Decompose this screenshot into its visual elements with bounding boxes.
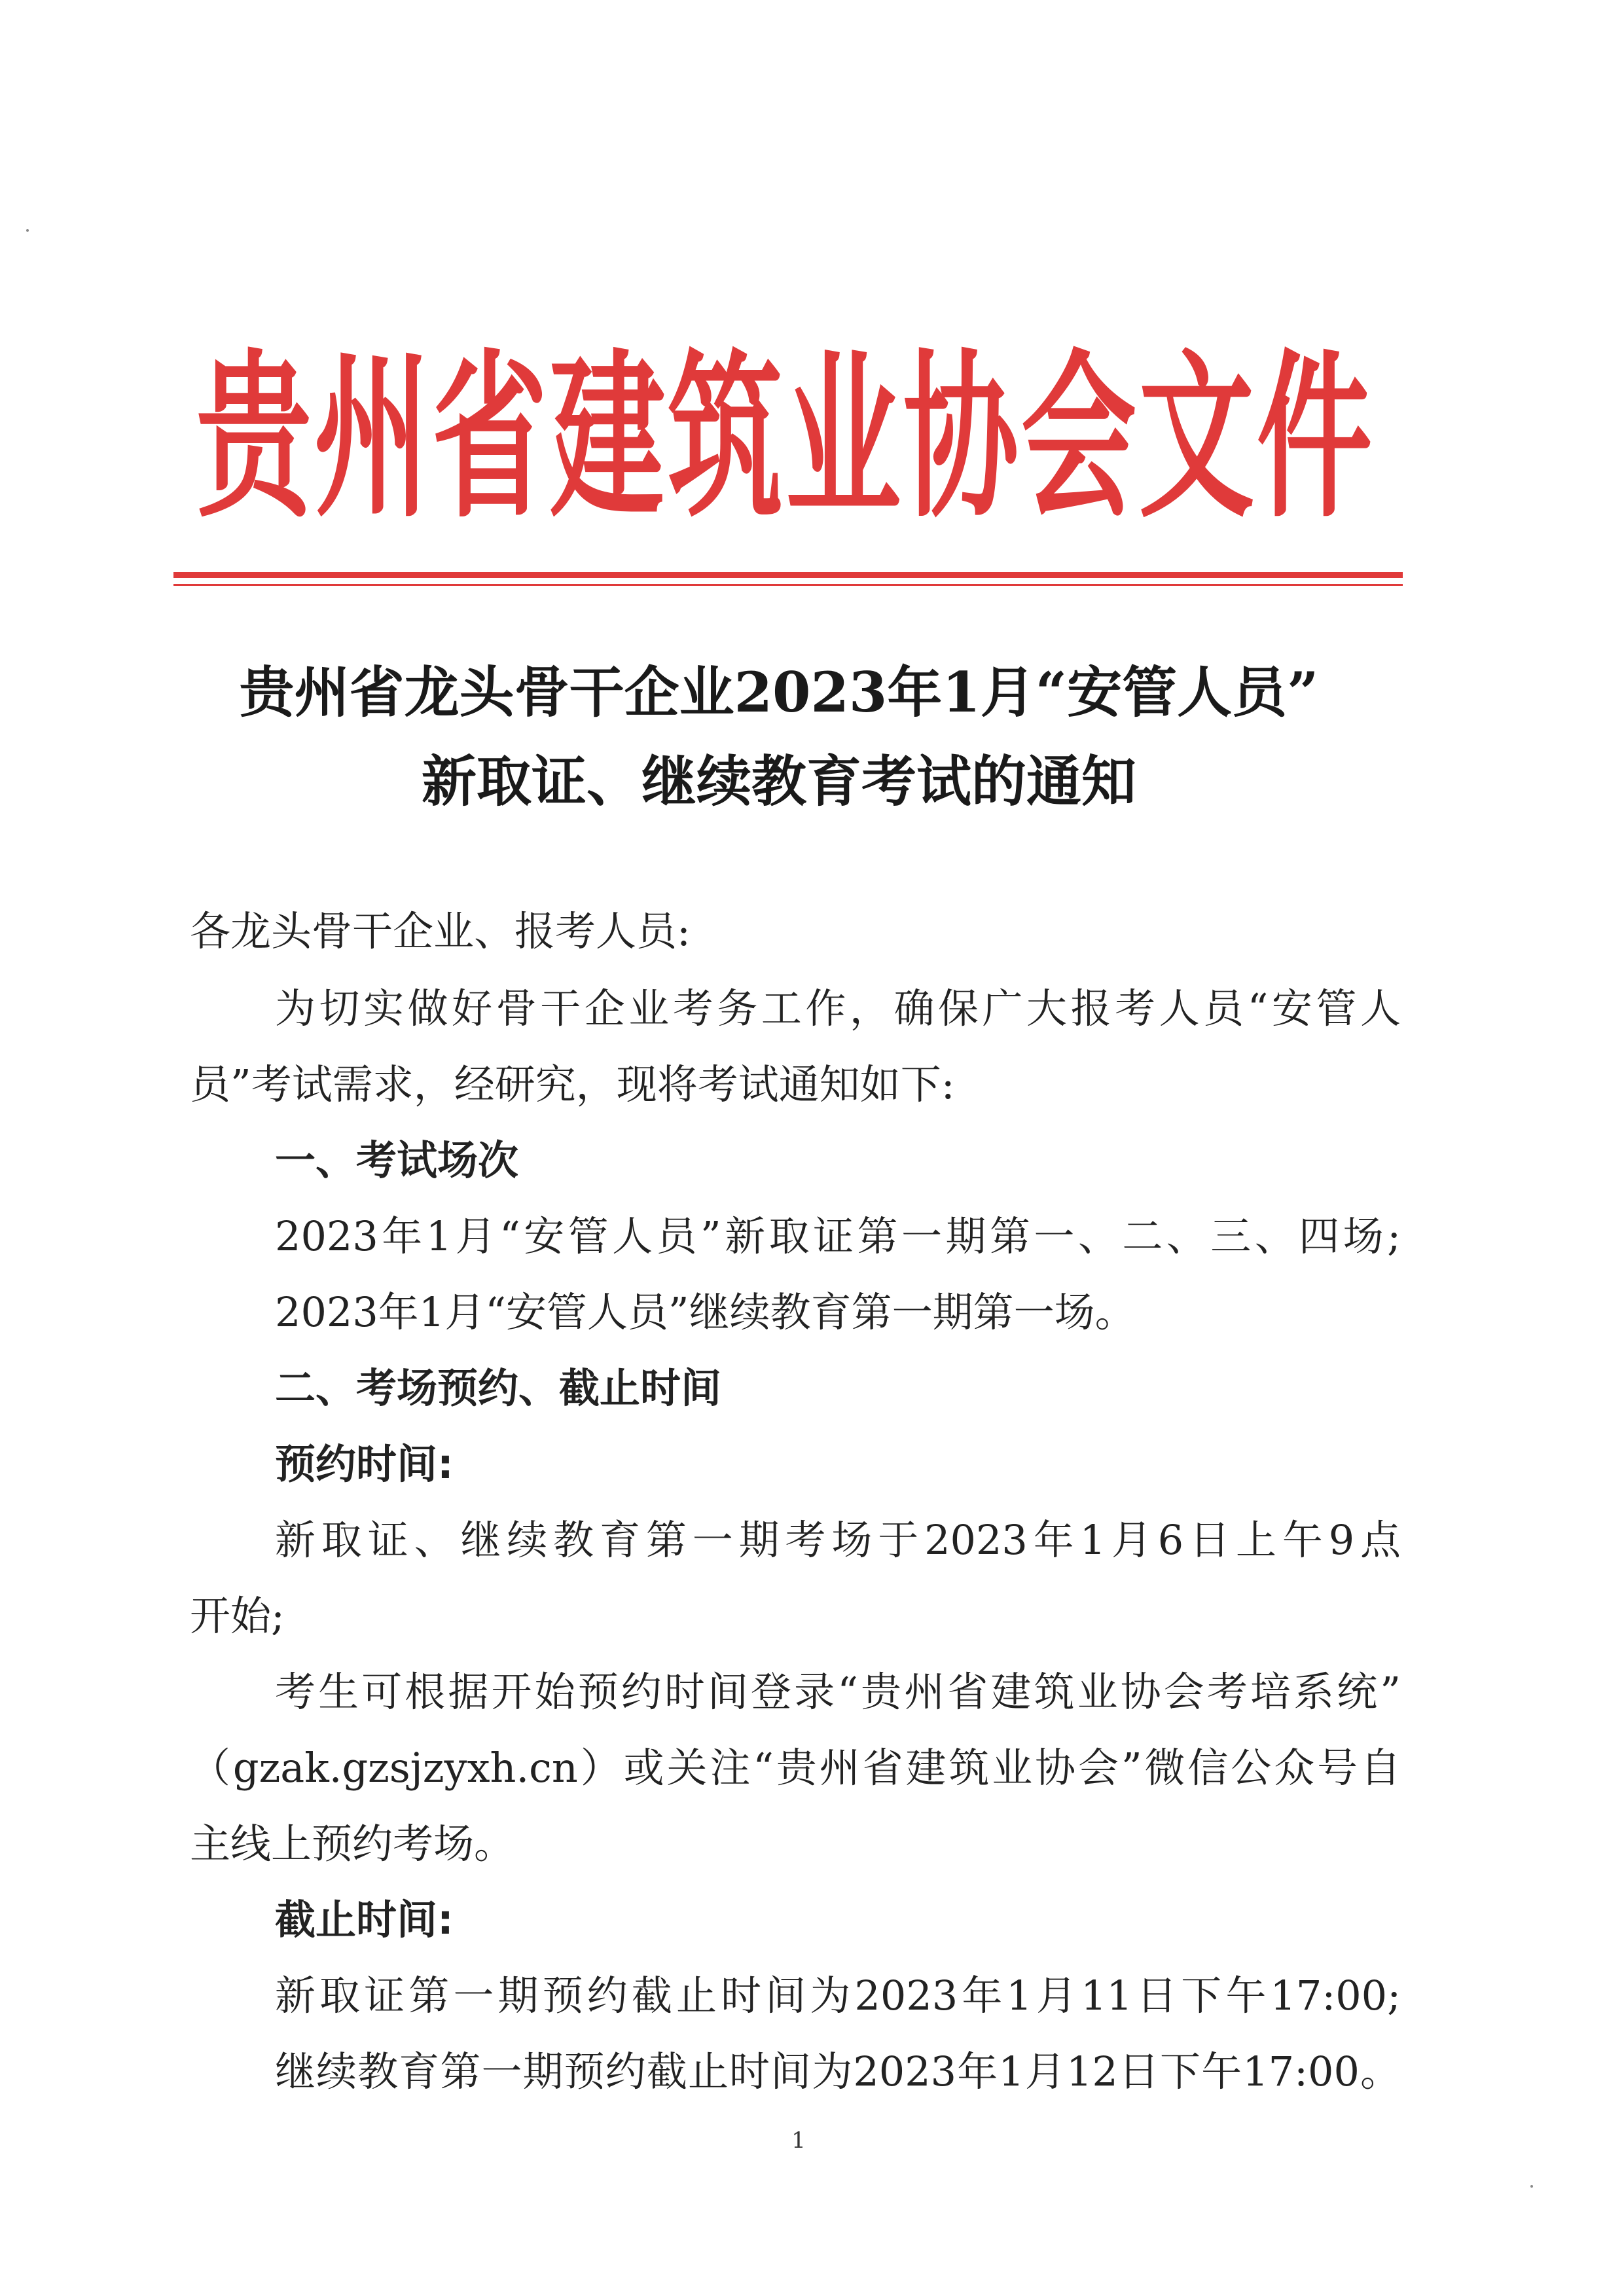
document-title-line-2: 新取证、继续教育考试的通知 bbox=[421, 749, 1136, 814]
section-1-heading: 一、考试场次 bbox=[275, 1136, 519, 1184]
scan-speck bbox=[1530, 2185, 1533, 2188]
salutation: 各龙头骨干企业、报考人员: bbox=[190, 907, 691, 955]
red-rule-thin bbox=[173, 584, 1403, 586]
section-2-heading: 二、考场预约、截止时间 bbox=[275, 1364, 722, 1412]
page-number: 1 bbox=[791, 2127, 806, 2154]
masthead-title: 贵州省建筑业协会文件 bbox=[196, 334, 1375, 543]
intro-line-1: 为切实做好骨干企业考务工作，确保广大报考人员“安管人 bbox=[275, 985, 1401, 1032]
document-title-line-1: 贵州省龙头骨干企业2023年1月“安管人员” bbox=[239, 660, 1319, 725]
login-line-2: （gzak.gzsjzyxh.cn）或关注“贵州省建筑业协会”微信公众号自 bbox=[190, 1744, 1401, 1792]
login-line-3: 主线上预约考场。 bbox=[190, 1820, 515, 1868]
login-line-1: 考生可根据开始预约时间登录“贵州省建筑业协会考培系统” bbox=[275, 1668, 1401, 1716]
intro-line-2: 员”考试需求，经研究，现将考试通知如下: bbox=[190, 1060, 955, 1108]
section-1-line-2: 2023年1月“安管人员”继续教育第一期第一场。 bbox=[275, 1288, 1136, 1336]
deadline-line-1: 新取证第一期预约截止时间为2023年1月11日下午17:00; bbox=[275, 1972, 1401, 2019]
masthead bbox=[177, 334, 1394, 543]
section-1-line-1: 2023年1月“安管人员”新取证第一期第一、二、三、四场; bbox=[275, 1212, 1401, 1260]
reservation-line-1: 新取证、继续教育第一期考场于2023年1月6日上午9点 bbox=[275, 1516, 1401, 1564]
scan-speck bbox=[26, 229, 29, 232]
deadline-heading: 截止时间: bbox=[275, 1896, 454, 1943]
reservation-line-2: 开始; bbox=[190, 1592, 285, 1640]
red-rule-thick bbox=[173, 572, 1403, 578]
reservation-heading: 预约时间: bbox=[275, 1440, 454, 1488]
deadline-line-2: 继续教育第一期预约截止时间为2023年1月12日下午17:00。 bbox=[275, 2048, 1401, 2095]
